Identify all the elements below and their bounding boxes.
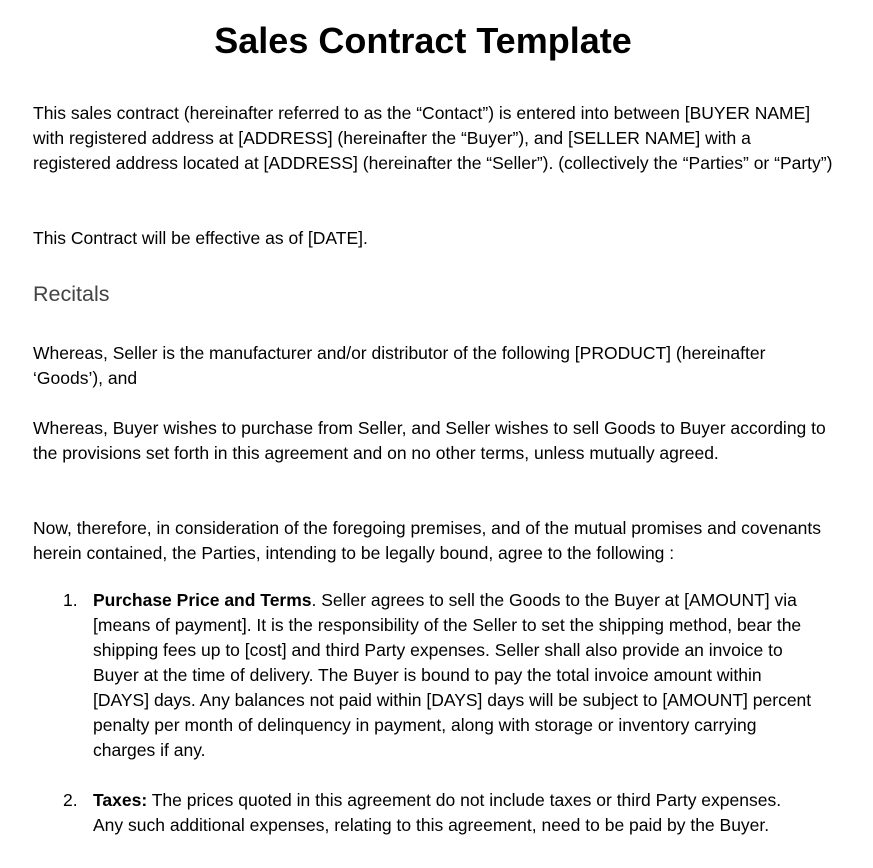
recital-paragraph-1: Whereas, Seller is the manufacturer and/or distributor of the following [PRODUCT] (hereinafter ‘Goods’), and [33, 343, 766, 388]
intro-paragraph: This sales contract (hereinafter referred to as the “Contact”) is entered into between [BUYER NAME] with registered address at [ADDRESS] (hereinafter the “Buyer”), and [SELLER NAME] with a registered address located at [ADDRESS] (hereinafter the “Seller”). (collectively the “Parties” or “Party”) [33, 103, 833, 173]
list-item-number: 1. [63, 590, 78, 610]
therefore-paragraph: Now, therefore, in consideration of the foregoing premises, and of the mutual promises and covenants herein contained, the Parties, intending to be legally bound, agree to the following : [33, 518, 821, 563]
recital-paragraph-2: Whereas, Buyer wishes to purchase from Seller, and Seller wishes to sell Goods to Buyer according to the provisions set forth in this agreement and on no other terms, unless mutually agreed. [33, 418, 826, 463]
list-item-number: 2. [63, 790, 78, 810]
effective-date-paragraph: This Contract will be effective as of [DATE]. [33, 228, 368, 248]
list-item-heading: Taxes: [93, 790, 148, 810]
list-item-heading: Purchase Price and Terms [93, 590, 312, 610]
list-item [93, 788, 815, 838]
document-title: Sales Contract Template [214, 20, 632, 61]
list-item [93, 588, 815, 763]
recitals-heading: Recitals [33, 282, 110, 306]
list-item-text: The prices quoted in this agreement do not include taxes or third Party expenses. Any such additional expenses, relating to this agreement, need to be paid by the Buyer. [93, 790, 782, 835]
list-item-text: . Seller agrees to sell the Goods to the Buyer at [AMOUNT] via [means of payment]. It is the responsibility of the Seller to set the shipping method, bear the shipping fees up to [cost] and third Party expenses. Seller shall also provide an invoice to Buyer at the time of delivery. The Buyer is bound to pay the total invoice amount within [DAYS] days. Any balances not paid within [DAYS] days will be subject to [AMOUNT] percent penalty per month of delinquency in payment, along with storage or inventory carrying charges if any. [93, 590, 812, 760]
